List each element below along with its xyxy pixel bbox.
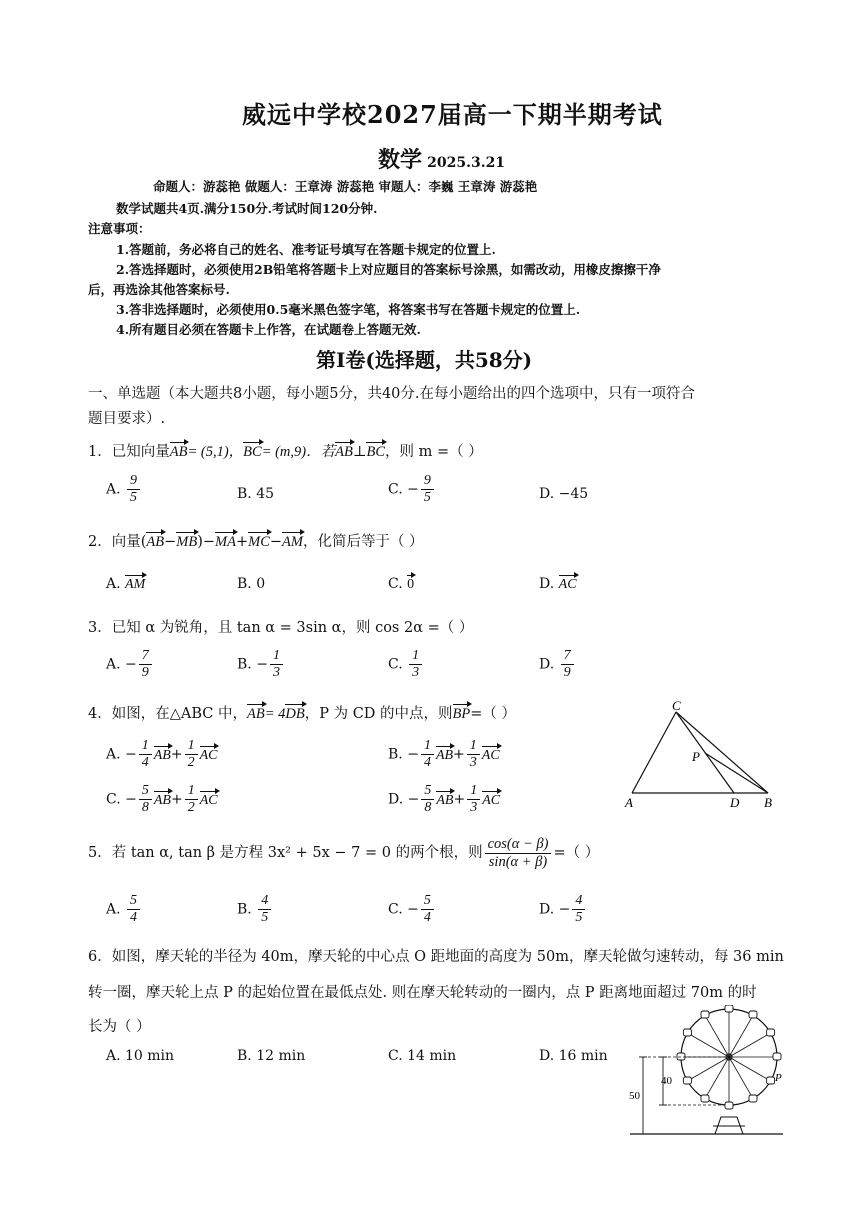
frac-den: 5	[423, 490, 431, 506]
frac-den: sin(α + β)	[488, 853, 548, 870]
q2-tail: ，化简后等于（ ）	[302, 534, 424, 550]
q6-option-c[interactable]	[388, 1048, 456, 1064]
frac-num: 5	[127, 893, 140, 910]
frac-den: 4	[130, 910, 138, 926]
vector-bc: BC	[366, 444, 385, 460]
q1-prefix: 1．已知向量	[88, 444, 170, 460]
option-label: B.	[237, 1048, 252, 1064]
vector-ac: AC	[199, 747, 218, 763]
option-value: 16 min	[558, 1048, 608, 1064]
frac-num: 1	[409, 648, 422, 665]
option-value: −45	[558, 486, 589, 502]
op: −	[164, 534, 177, 550]
q4-mid: ，P 为 CD 的中点，则	[304, 706, 453, 722]
sign: −	[558, 901, 571, 918]
frac-den: 3	[272, 665, 280, 681]
q4-eq: = 4	[264, 706, 286, 722]
option-label: D.	[539, 1048, 555, 1064]
q1-option-d[interactable]	[539, 486, 588, 502]
q5-tail: =（ ）	[553, 845, 600, 862]
notice-item-3: 3.答非选择题时，必须使用0.5毫米黑色签字笔，将答案书写在答题卡规定的位置上.	[116, 302, 581, 317]
question-1	[88, 440, 483, 461]
question-2	[88, 530, 424, 551]
frac-num: 4	[258, 893, 271, 910]
option-label: B.	[237, 901, 252, 918]
op: )−	[197, 534, 216, 550]
question-4	[88, 702, 516, 723]
vector-mb: MB	[176, 534, 198, 550]
zero-vector: 0	[407, 577, 415, 592]
notice-item-1: 1.答题前，务必将自己的姓名、准考证号填写在答题卡规定的位置上.	[116, 242, 496, 257]
label-point-p: P	[775, 1072, 782, 1084]
exam-info: 数学试题共4页.满分150分.考试时间120分钟.	[116, 201, 378, 216]
q5-option-b[interactable]	[237, 893, 273, 926]
vector-ab: AB	[146, 534, 165, 550]
q3-option-d[interactable]	[539, 648, 576, 681]
vector-bc: BC	[243, 444, 262, 460]
frac-num: 7	[139, 648, 152, 665]
question-6-line-3: 长为（ ）	[88, 1019, 151, 1035]
option-label: A.	[106, 481, 121, 498]
vector-am: AM	[125, 577, 146, 592]
q4-option-b[interactable]	[388, 738, 500, 771]
vector-ab: AB	[335, 444, 353, 460]
sign: −	[407, 791, 420, 808]
frac-num: 1	[421, 738, 434, 755]
q6-option-a[interactable]	[106, 1048, 174, 1064]
q1-eq1: = (5,1)，	[187, 444, 244, 460]
frac-den: 3	[470, 800, 478, 816]
frac-den: 4	[423, 910, 431, 926]
option-label: D.	[388, 791, 404, 808]
sign: −	[407, 481, 419, 498]
frac-num: 9	[127, 473, 140, 490]
q1-option-c[interactable]	[388, 473, 436, 506]
option-label: B.	[388, 746, 403, 763]
frac-den: 3	[412, 665, 420, 681]
option-label: A.	[106, 656, 121, 673]
frac-den: 8	[141, 800, 149, 816]
option-label: C.	[106, 791, 121, 808]
option-label: A.	[106, 901, 121, 918]
triangle-figure	[620, 698, 785, 813]
frac-num: 1	[185, 738, 198, 755]
sign: −	[125, 791, 137, 808]
q2-option-b[interactable]	[237, 576, 265, 592]
frac-num: 5	[139, 783, 152, 800]
label-p: P	[692, 749, 700, 764]
frac-den: 5	[575, 910, 583, 926]
option-label: A.	[106, 746, 121, 763]
q5-option-d[interactable]	[539, 893, 587, 926]
frac-den: 9	[141, 665, 149, 681]
frac-num: cos(α − β)	[485, 836, 552, 854]
option-value: 0	[256, 576, 266, 592]
op: +	[170, 746, 183, 763]
option-label: D.	[539, 901, 555, 918]
subject: 数学	[378, 147, 423, 173]
q5-option-a[interactable]	[106, 893, 142, 926]
frac-den: 2	[187, 755, 195, 771]
q2-option-a[interactable]	[106, 576, 145, 593]
sign: −	[256, 656, 268, 673]
vector-db: DB	[285, 706, 305, 722]
q5-option-c[interactable]	[388, 893, 436, 926]
label-a: A	[625, 795, 633, 810]
frac-num: 1	[139, 738, 152, 755]
frac-num: 4	[572, 893, 585, 910]
question-5	[88, 836, 599, 870]
subject-line	[378, 143, 505, 174]
frac-num: 5	[421, 893, 434, 910]
sign: −	[407, 901, 419, 918]
frac-den: 5	[261, 910, 269, 926]
label-b: B	[764, 795, 772, 810]
q2-prefix: 2．向量(	[88, 534, 147, 550]
option-label: C.	[388, 576, 403, 592]
option-value: 14 min	[407, 1048, 457, 1064]
option-value: 12 min	[256, 1048, 306, 1064]
part-instructions-1: 一、单选题（本大题共8小题，每小题5分，共40分.在每小题给出的四个选项中，只有一项符合	[88, 386, 696, 402]
vector-ab: AB	[169, 444, 188, 460]
vector-mc: MC	[248, 534, 270, 550]
exam-date: 2025.3.21	[427, 155, 506, 171]
vector-bp: BP	[452, 706, 471, 722]
q1-tail: ，则 m =（ ）	[385, 444, 483, 460]
vector-ma: MA	[215, 534, 236, 550]
q4-option-d[interactable]	[388, 783, 500, 816]
q3-option-b[interactable]	[237, 648, 285, 681]
option-label: C.	[388, 1048, 403, 1064]
option-value: 45	[256, 486, 275, 502]
op: −	[269, 534, 283, 550]
option-label: D.	[539, 576, 555, 592]
vector-ac: AC	[482, 792, 501, 808]
option-value: 10 min	[125, 1048, 175, 1064]
vector-ab: AB	[436, 792, 454, 808]
option-label: C.	[388, 901, 403, 918]
notice-item-2-cont: 后，再选涂其他答案标号.	[88, 282, 230, 297]
option-label: D.	[539, 486, 555, 502]
vector-ac: AC	[199, 792, 218, 808]
sign: −	[125, 656, 137, 673]
q2-option-c[interactable]	[388, 576, 414, 593]
ferris-wheel-figure	[625, 1005, 785, 1140]
frac-num: 9	[421, 473, 434, 490]
q4-option-c[interactable]	[106, 783, 218, 816]
vector-ac: AC	[558, 577, 577, 592]
q6-option-d[interactable]	[539, 1048, 608, 1064]
frac-den: 4	[141, 755, 149, 771]
option-label: A.	[106, 576, 121, 592]
frac-num: 1	[270, 648, 283, 665]
option-label: C.	[388, 481, 403, 498]
label-d: D	[730, 795, 740, 810]
notice-item-2: 2.答选择题时，必须使用2B铅笔将答题卡上对应题目的答案标号涂黑，如需改动，用橡皮擦擦干净	[116, 262, 661, 277]
frac-den: 8	[424, 800, 432, 816]
vector-am: AM	[282, 534, 303, 550]
exam-title: 威远中学校2027届高一下期半期考试	[242, 100, 663, 129]
option-label: B.	[237, 486, 252, 502]
op: +	[235, 534, 249, 550]
frac-num: 7	[561, 648, 574, 665]
notice-item-4: 4.所有题目必须在答题卡上作答，在试题卷上答题无效.	[116, 322, 421, 337]
option-label: B.	[237, 576, 252, 592]
op: +	[453, 746, 465, 763]
option-label: D.	[539, 656, 555, 673]
option-label: B.	[237, 656, 252, 673]
frac-den: 5	[130, 490, 138, 506]
frac-num: 5	[421, 783, 434, 800]
q1-option-b[interactable]	[237, 486, 274, 502]
label-height-40: 40	[661, 1075, 672, 1087]
notice-heading: 注意事项：	[88, 221, 151, 236]
vector-ab: AB	[153, 792, 171, 808]
q4-option-a[interactable]	[106, 738, 217, 771]
sign: −	[125, 746, 137, 763]
frac-num: 1	[467, 783, 480, 800]
q3-option-c[interactable]	[388, 648, 424, 681]
q4-prefix: 4．如图，在△ABC 中，	[88, 706, 247, 722]
part-instructions-2: 题目要求）.	[88, 411, 166, 427]
frac-den: 9	[563, 665, 571, 681]
frac-num: 1	[185, 783, 198, 800]
frac-den: 4	[423, 755, 431, 771]
op: +	[453, 791, 466, 808]
frac-den: 2	[187, 800, 195, 816]
vector-ac: AC	[481, 747, 500, 763]
q1-eq2: = (m,9)．若	[261, 444, 336, 460]
vector-ab: AB	[246, 706, 265, 722]
section-title: 第Ⅰ卷(选择题，共58分)	[316, 348, 533, 372]
sign: −	[407, 746, 419, 763]
frac-den: 3	[469, 755, 477, 771]
label-c: C	[672, 698, 681, 713]
q3-option-a[interactable]	[106, 648, 154, 681]
q6-option-b[interactable]	[237, 1048, 305, 1064]
vector-ab: AB	[435, 747, 454, 763]
question-3: 3．已知 α 为锐角，且 tan α = 3sin α，则 cos 2α =（ ）	[88, 620, 474, 636]
option-label: A.	[106, 1048, 121, 1064]
q1-option-a[interactable]	[106, 473, 142, 506]
frac-num: 1	[467, 738, 480, 755]
question-6-line-1: 6．如图，摩天轮的半径为 40m，摩天轮的中心点 O 距地面的高度为 50m，摩天轮做匀速转动，每 36 min	[88, 949, 784, 965]
question-6-line-2: 转一圈，摩天轮上点 P 的起始位置在最低点处. 则在摩天轮转动的一圈内，点 P 距离地面超过 70m 的时	[88, 985, 757, 1001]
perp-symbol: ⊥	[352, 444, 367, 460]
q4-tail: =（ ）	[470, 706, 517, 722]
label-height-50: 50	[629, 1090, 640, 1102]
option-label: C.	[388, 656, 403, 673]
q2-option-d[interactable]	[539, 576, 577, 593]
op: +	[170, 791, 183, 808]
vector-ab: AB	[153, 747, 171, 763]
q5-prefix: 5．若 tan α, tan β 是方程 3x² + 5x − 7 = 0 的两个根，则	[88, 845, 483, 862]
authors-line: 命题人：游蕊艳 做题人：王章涛 游蕊艳 审题人：李巍 王章涛 游蕊艳	[153, 179, 538, 194]
